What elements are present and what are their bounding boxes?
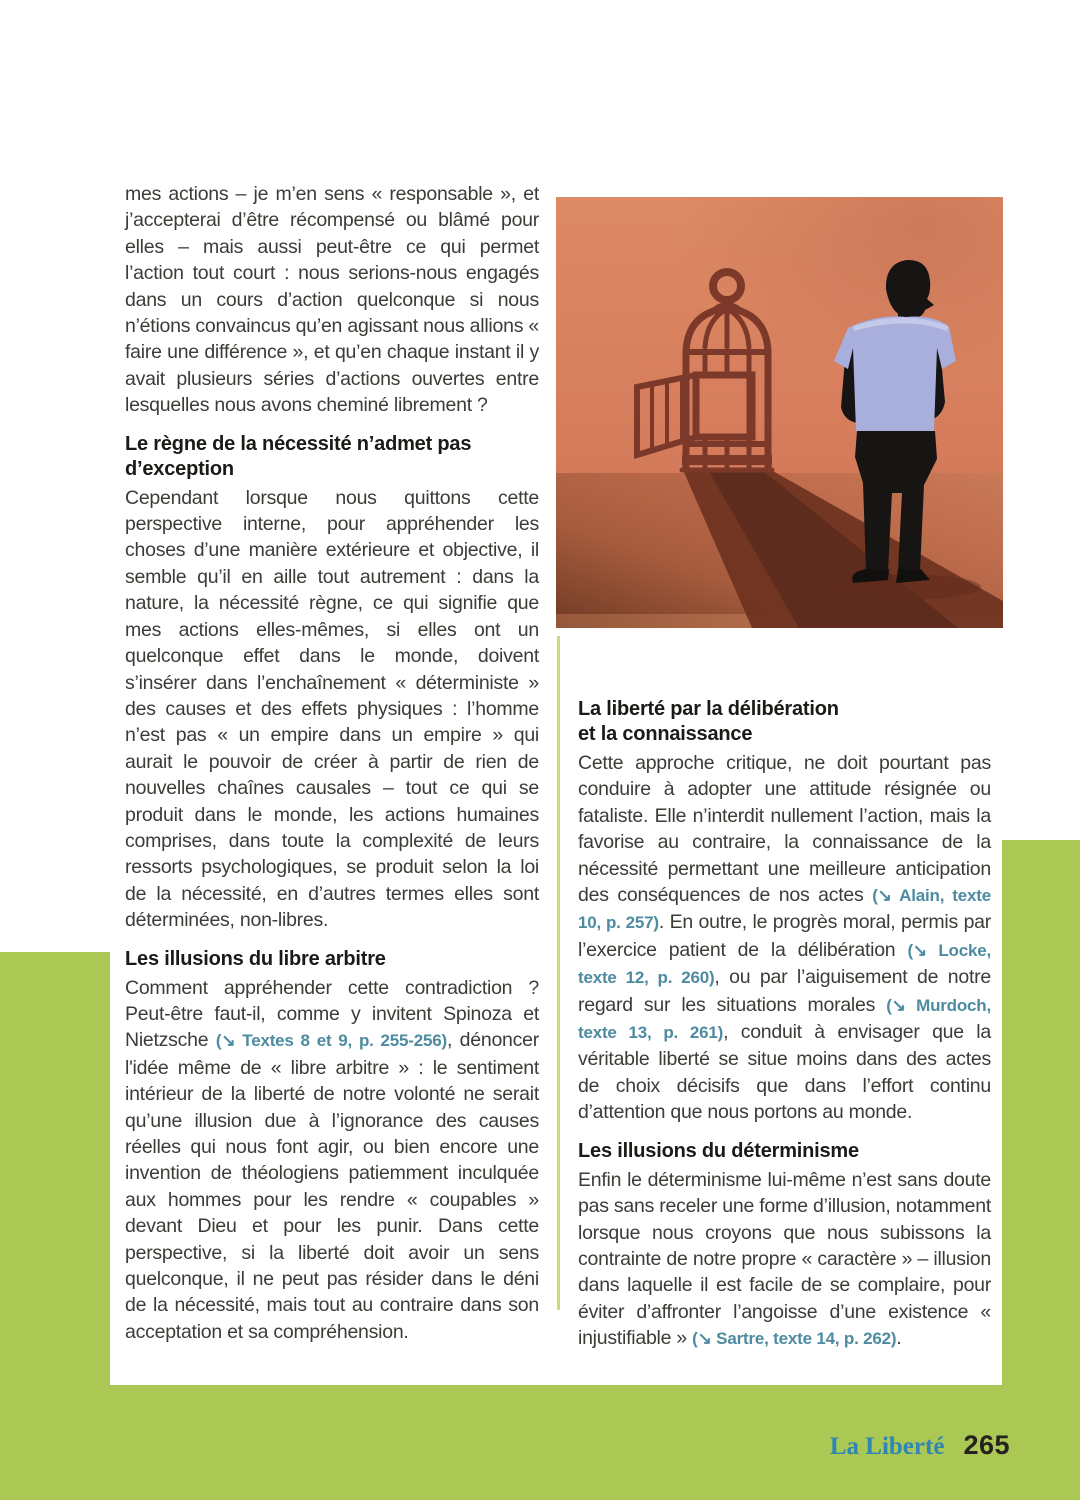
cross-reference-locke-texte-12: (↘ Locke, texte 12, p. 260) [578, 940, 992, 988]
page-footer [620, 1430, 1010, 1474]
paragraph-text: Comment appréhender cette contradiction ? Peut-être faut-il, comme y invitent Spinoza et Nietzsche [125, 976, 539, 1052]
left-column [125, 181, 539, 1347]
cross-reference-alain-texte-10: (↘ Alain, texte 10, p. 257) [578, 886, 991, 933]
heading-line: et la connaissance [578, 723, 753, 745]
section-heading-regne-necessite [125, 432, 539, 482]
paragraph-text: Enfin le déterminisme lui-même n’est sans doute pas sans receler une forme d’illusion, notamment lorsque nous croyons que nous subissons la contrainte de notre propre « caractère » – illusion dans laquelle il est facile de se complaire, pour éviter d’affronter l’angoisse d’une existence « injustifiable » [578, 1168, 991, 1350]
illustration-open-cage-man [556, 197, 1003, 628]
footer-page-number: 265 [963, 1430, 1010, 1460]
heading-line: d’exception [125, 457, 234, 480]
paragraph-text: Cependant lorsque nous quittons cette perspective interne, pour appréhender les choses d’une manière extérieure et objective, il semble qu’il en aille tout autrement : dans la nature, la nécessité règne, ce qui signifie que mes actions elles-mêmes, si elles ont un quelconque effet dans le monde, doivent s’insérer dans l’enchaînement « déterministe » des causes et des effets physiques : l’homme n’est pas « un empire dans un empire » qui aurait le pouvoir de créer à partir de rien de nouvelles chaînes causales – tout ce qui se produit dans le monde, les actions humaines comprises, dans toute la complexité de leurs ressorts psychologiques, se produit selon la loi de la nécessité, en d’autres termes elles sont déterminées, non-libres. [125, 486, 539, 932]
footer-section-label: La Liberté [829, 1433, 945, 1460]
paragraph-text: , dénoncer l'idée même de « libre arbitre » : le sentiment intérieur de la liberté de notre volonté ne serait qu’une illusion due à l’ignorance des causes réelles qui nous font agir, ou bien encore une invention de théologiens patiemment inculquée aux hommes pour les rendre « coupables » devant Dieu et pour les punir. Dans cette perspective, si la liberté doit avoir un sens quelconque, il ne peut pas résider dans le déni de la nécessité, mais tout au contraire dans son acceptation et sa compréhension. [125, 1029, 539, 1343]
body-paragraph [578, 750, 991, 1126]
illustration-canvas [556, 197, 1003, 628]
paragraph-text: , conduit à envisager que la véritable liberté se situe moins dans des actes de choix décisifs que dans l’effort continu d’attention que nous portons au monde. [578, 1021, 991, 1124]
body-paragraph [578, 1167, 991, 1353]
heading-line: La liberté par la délibération [578, 698, 839, 720]
heading-line: Les illusions du déterminisme [578, 1139, 859, 1162]
paragraph-text: . [896, 1327, 902, 1350]
paragraph-text: , ou par l’aiguisement de notre regard sur les situations morales [578, 966, 991, 1016]
body-paragraph [125, 181, 539, 419]
section-heading-illusions-determinisme [578, 1139, 991, 1164]
body-paragraph [125, 485, 539, 934]
heading-line: Les illusions du libre arbitre [125, 947, 386, 970]
heading-line: Le règne de la nécessité n’admet pas [125, 432, 472, 455]
body-paragraph [125, 975, 539, 1346]
right-column [578, 697, 991, 1355]
paragraph-text: . En outre, le progrès moral, permis par l’exercice patient de la délibération [578, 911, 991, 961]
paragraph-text: mes actions – je m’en sens « responsable », et j’accepterai d’être récompensé ou blâmé pour elles – mais aussi peut-être ce qui permet l’action tout court : nous serions-nous engagés dans un cours d’action quelconque si nous n’étions convaincus qu’en agissant nous allions « faire une différence », et qu’en chaque instant il y avait plusieurs séries d’actions ouvertes entre lesquelles nous avons cheminé librement ? [125, 183, 539, 417]
cross-reference-textes-8-9: (↘ Textes 8 et 9, p. 255-256) [215, 1031, 447, 1051]
section-heading-liberte-deliberation [578, 697, 991, 747]
paragraph-text: Cette approche critique, ne doit pourtant pas conduire à adopter une attitude résignée ou fataliste. Elle n’interdit nullement l’action, mais la favorise au contraire, la connaissance de la nécessité permettant une meilleure anticipation des conséquences de nos actes [578, 752, 991, 907]
cross-reference-sartre-texte-14: (↘ Sartre, texte 14, p. 262) [692, 1329, 897, 1349]
cross-reference-murdoch-texte-13: (↘ Murdoch, texte 13, p. 261) [578, 995, 992, 1043]
section-heading-illusions-libre-arbitre [125, 947, 539, 972]
column-divider [557, 636, 560, 1310]
